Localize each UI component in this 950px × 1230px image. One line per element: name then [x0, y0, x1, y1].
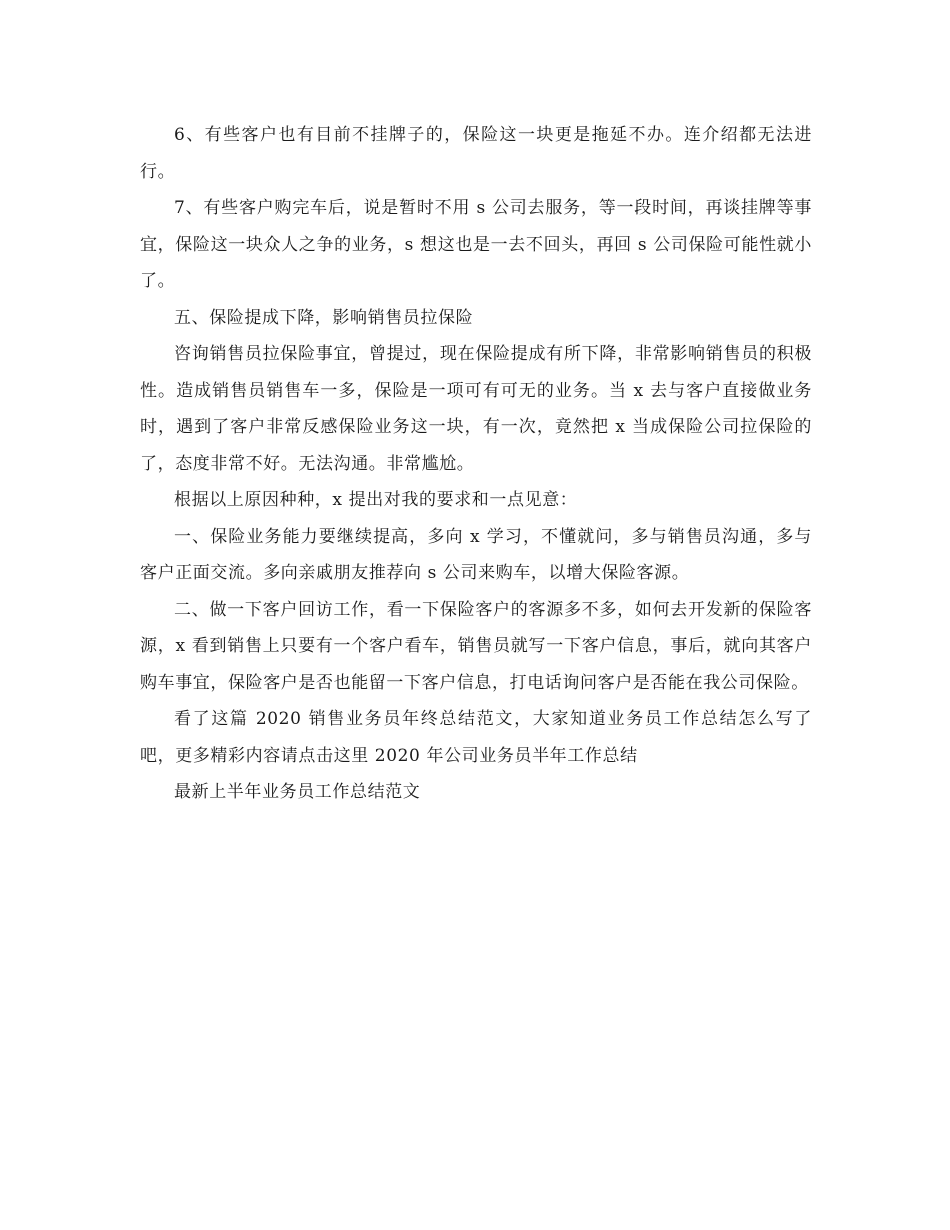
document-body [140, 117, 812, 811]
paragraph-commission-detail: 咨询销售员拉保险事宜，曾提过，现在保险提成有所下降，非常影响销售员的积极性。造成销售员销售车一多，保险是一项可有可无的业务。当 x 去与客户直接做业务时，遇到了客户非常反感保险业务这一块，有一次，竟然把 x 当成保险公司拉保险的了，态度非常不好。无法沟通。非常尴尬。 [140, 344, 812, 474]
paragraph-item-7: 7、有些客户购完车后，说是暂时不用 s 公司去服务，等一段时间，再谈挂牌等事宜，保险这一块众人之争的业务，s 想这也是一去不回头，再回 s 公司保险可能性就小了。 [140, 198, 812, 291]
paragraph-closing: 看了这篇 2020 销售业务员年终总结范文，大家知道业务员工作总结怎么写了吧，更多精彩内容请点击这里 2020 年公司业务员半年工作总结 [140, 709, 812, 766]
section-heading-commission: 五、保险提成下降，影响销售员拉保险 [174, 307, 474, 328]
paragraph-requirements-intro: 根据以上原因种种，x 提出对我的要求和一点见意： [174, 490, 578, 510]
paragraph-related-title: 最新上半年业务员工作总结范文 [174, 782, 421, 802]
paragraph-requirement-two: 二、做一下客户回访工作，看一下保险客户的客源多不多，如何去开发新的保险客源，x 看到销售上只要有一个客户看车，销售员就写一下客户信息，事后，就向其客户购车事宜，保险客户是否也能留一下客户信息，打电话询问客户是否能在我公司保险。 [140, 599, 812, 693]
paragraph-item-6: 6、有些客户也有目前不挂牌子的，保险这一块更是拖延不办。连介绍都无法进行。 [140, 125, 812, 182]
paragraph-requirement-one: 一、保险业务能力要继续提高，多向 x 学习，不懂就问，多与销售员沟通，多与客户正面交流。多向亲戚朋友推荐向 s 公司来购车，以增大保险客源。 [140, 526, 812, 583]
